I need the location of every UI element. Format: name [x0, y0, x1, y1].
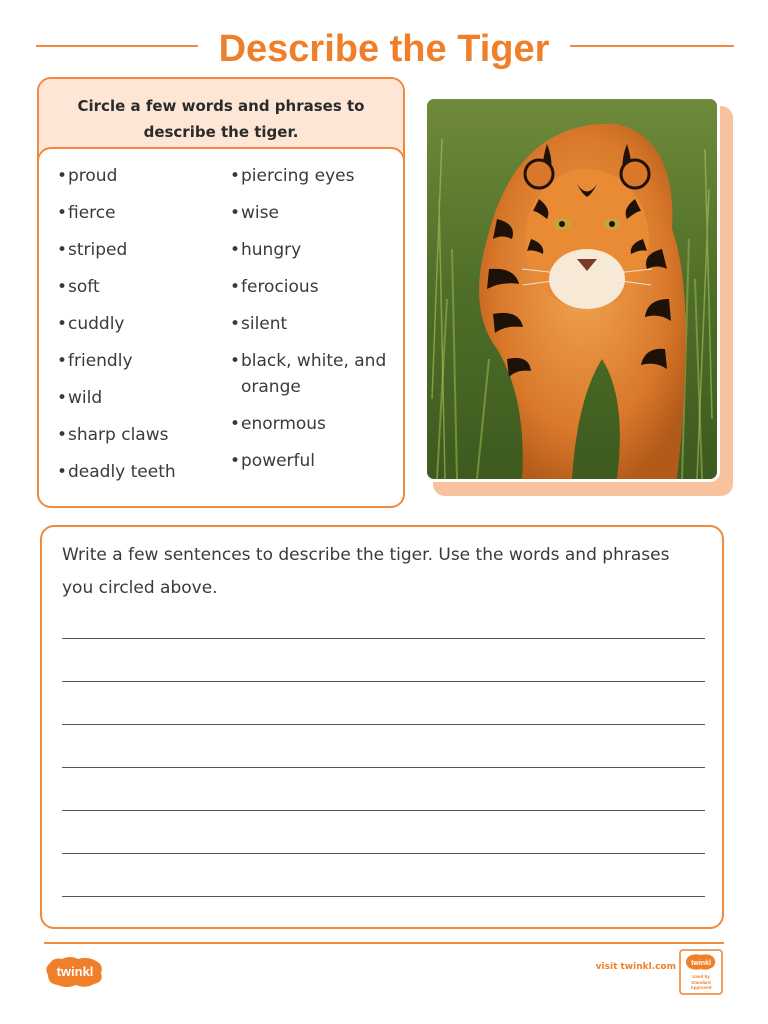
writing-prompt: Write a few sentences to describe the tiger. Use the words and phrases you circled above.: [62, 545, 670, 598]
word-item[interactable]: • black, white, and orange: [230, 348, 390, 400]
word-item[interactable]: • wise: [230, 200, 390, 226]
word-item[interactable]: • hungry: [230, 237, 390, 263]
word-bank-list-area: [37, 147, 405, 508]
svg-text:twinkl: twinkl: [691, 960, 711, 967]
writing-line[interactable]: [62, 853, 705, 854]
writing-line[interactable]: [62, 767, 705, 768]
title-rule-right: [570, 45, 734, 47]
twinkl-logo[interactable]: [44, 955, 106, 993]
word-column-1: [57, 163, 176, 496]
writing-line[interactable]: [62, 638, 705, 639]
page-title: Describe the Tiger: [218, 28, 550, 70]
word-item[interactable]: • powerful: [230, 448, 390, 474]
writing-line[interactable]: [62, 724, 705, 725]
word-item[interactable]: • enormous: [230, 411, 390, 437]
word-item[interactable]: • fierce: [57, 200, 176, 226]
word-item[interactable]: • piercing eyes: [230, 163, 390, 189]
footer-rule: [44, 942, 724, 944]
word-item[interactable]: • deadly teeth: [57, 459, 176, 485]
standard-badge: twinkl Used by Standard Approved: [679, 949, 723, 999]
word-item[interactable]: • ferocious: [230, 274, 390, 300]
writing-line[interactable]: [62, 810, 705, 811]
svg-text:twinkl: twinkl: [56, 964, 94, 979]
word-bank-instruction: Circle a few words and phrases to describe the tiger.: [39, 79, 403, 151]
word-item[interactable]: • soft: [57, 274, 176, 300]
word-item[interactable]: • striped: [57, 237, 176, 263]
word-item[interactable]: • cuddly: [57, 311, 176, 337]
writing-line[interactable]: [62, 681, 705, 682]
title-rule-left: [36, 45, 198, 47]
writing-panel: [40, 525, 724, 929]
word-item[interactable]: • sharp claws: [57, 422, 176, 448]
word-column-2: [230, 163, 390, 485]
tiger-photo: [424, 96, 720, 482]
word-item[interactable]: • friendly: [57, 348, 176, 374]
visit-link[interactable]: visit twinkl.com: [595, 962, 676, 972]
word-item[interactable]: • wild: [57, 385, 176, 411]
word-bank-panel: [37, 77, 405, 508]
word-item[interactable]: • silent: [230, 311, 390, 337]
writing-line[interactable]: [62, 896, 705, 897]
word-item[interactable]: • proud: [57, 163, 176, 189]
